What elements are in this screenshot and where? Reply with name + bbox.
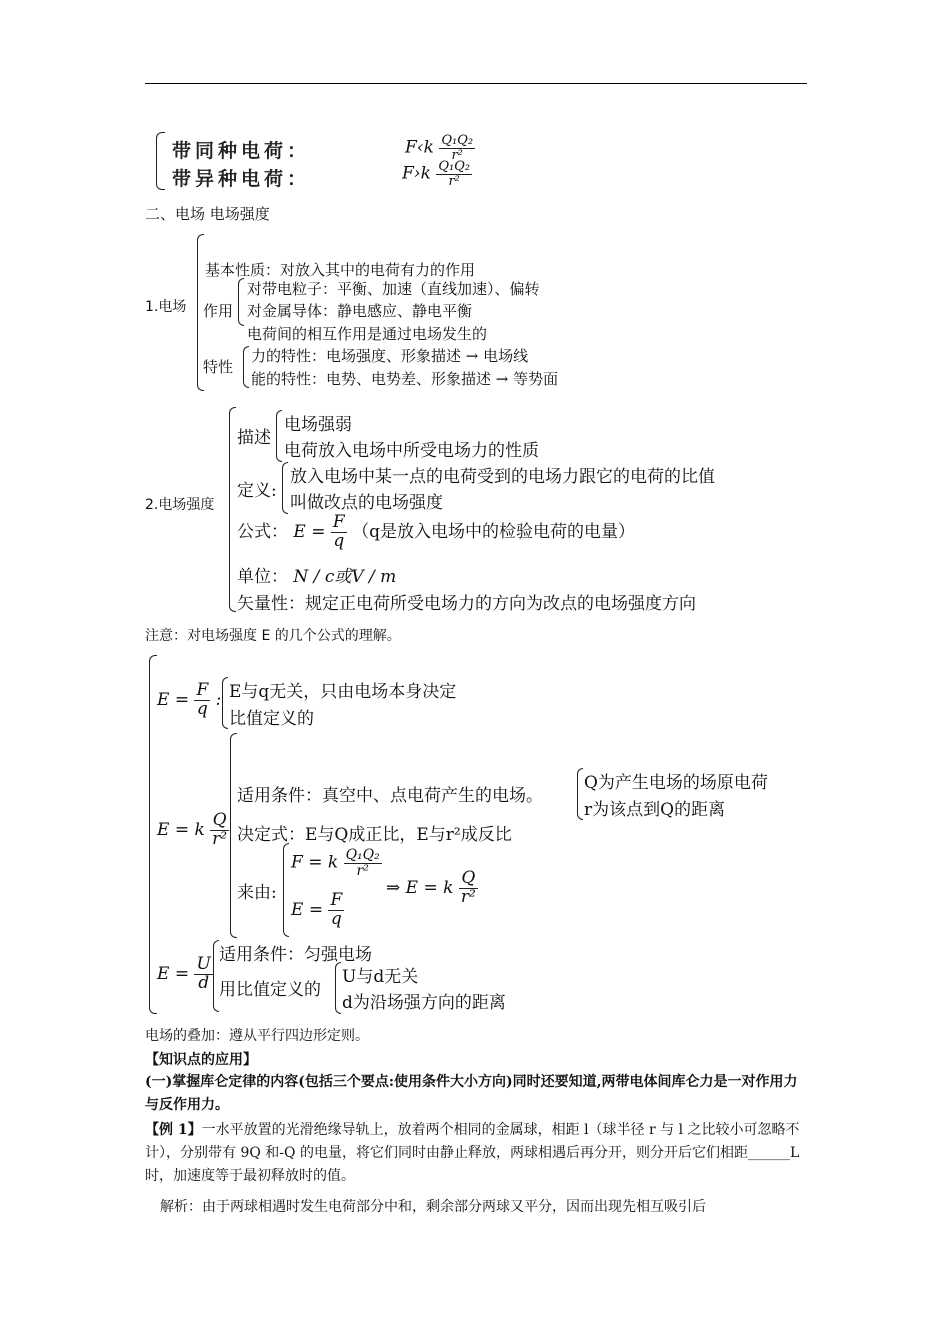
formula-note: （q是放入电场中的检验电荷的电量） — [352, 521, 635, 542]
same-charge-label: 带同种电荷： — [172, 140, 311, 162]
f2-formula — [157, 812, 229, 849]
effect-brace — [238, 278, 244, 326]
f2-origin-b-lhs: E = — [291, 899, 324, 920]
strength-brace — [229, 407, 236, 612]
f3-ratio-brace — [335, 962, 341, 1014]
desc-label: 描述 — [237, 428, 271, 448]
f2-arrow: ⇒ E = k — [386, 877, 454, 898]
f2-origin-a — [291, 848, 382, 878]
vector-row: 矢量性：规定正电荷所受电场力的方向为改点的电场强度方向 — [237, 594, 696, 614]
f2-frac: $\frac{Q}{\text{r²}}$ — [212, 810, 228, 849]
formula-row — [237, 514, 635, 551]
def-brace — [282, 462, 288, 514]
effect-item-2: 对金属导体：静电感应、静电平衡 — [247, 302, 473, 320]
same-formula-lhs: F‹k — [405, 137, 434, 158]
diff-charge-formula — [402, 160, 472, 188]
diff-formula-frac: $\frac{\text{Q₁Q₂}}{\text{r²}}$ — [438, 159, 471, 189]
f2-origin-a-frac: $\frac{\text{Q₁Q₂}}{\text{r²}}$ — [345, 847, 380, 879]
def-item-2: 叫做改点的电场强度 — [290, 493, 443, 513]
f2-result-frac: $\frac{Q}{\text{r²}}$ — [460, 868, 476, 907]
f2-cond-item-2: r为该点到Q的距离 — [584, 800, 726, 820]
f2-decide: 决定式：E与Q成正比，E与r²成反比 — [237, 825, 512, 845]
coulomb-brace — [156, 132, 165, 190]
formula-lhs: E = — [293, 521, 326, 542]
f2-origin-brace — [283, 843, 289, 937]
formula-frac: $\frac{F}{q}$ — [332, 512, 345, 551]
example-label: 【例 1】 — [145, 1122, 202, 1138]
header-rule — [145, 83, 807, 84]
desc-item-1: 电场强弱 — [284, 415, 352, 435]
unit-row — [237, 562, 396, 587]
f3-lhs: E = — [157, 963, 190, 984]
f3-ratio-item-1: U与d无关 — [342, 967, 419, 987]
analysis-line: 解析：由于两球相遇时发生电荷部分中和，剩余部分两球又平分，因而出现先相互吸引后 — [160, 1199, 706, 1215]
diff-charge-label: 带异种电荷： — [172, 168, 311, 190]
field-label: 1.电场 — [145, 299, 187, 315]
same-formula-frac: $\frac{\text{Q₁Q₂}}{\text{r²}}$ — [441, 133, 474, 163]
char-item-2: 能的特性：电势、电势差、形象描述 → 等势面 — [251, 370, 559, 388]
superposition-line: 电场的叠加：遵从平行四边形定则。 — [145, 1028, 369, 1044]
f1-lhs: E = — [157, 689, 190, 710]
effect-item-1: 对带电粒子：平衡、加速（直线加速）、偏转 — [247, 280, 540, 298]
formulas-brace — [149, 655, 157, 1014]
char-item-1: 力的特性：电场强度、形象描述 → 电场线 — [251, 347, 529, 365]
f2-lhs: E = k — [157, 819, 205, 840]
example-paragraph — [145, 1119, 809, 1188]
f2-origin-a-lhs: F = k — [291, 852, 339, 873]
f2-origin-b-frac: $\frac{F}{q}$ — [330, 890, 343, 929]
unit-value: N / c或V / m — [293, 567, 397, 587]
f1-frac: $\frac{F}{q}$ — [196, 680, 209, 719]
section2-title: 二、电场 电场强度 — [145, 205, 270, 223]
field-char-label: 特性 — [203, 358, 234, 376]
f1-brace — [222, 677, 228, 729]
f3-ratio: 用比值定义的 — [219, 980, 321, 1000]
field-effect-label: 作用 — [203, 302, 234, 320]
f3-frac: $\frac{U}{d}$ — [196, 954, 211, 993]
f3-formula — [157, 956, 213, 993]
f2-result — [386, 870, 478, 907]
unit-label: 单位： — [237, 567, 288, 587]
note-line: 注意：对电场强度 E 的几个公式的理解。 — [145, 628, 401, 644]
f2-origin-label: 来由: — [237, 883, 277, 903]
def-item-1: 放入电场中某一点的电荷受到的电场力跟它的电荷的比值 — [290, 467, 715, 487]
formula-label: 公式： — [237, 521, 288, 542]
f2-cond: 适用条件：真空中、点电荷产生的电场。 — [237, 786, 543, 806]
example-text: 一水平放置的光滑绝缘导轨上，放着两个相同的金属球，相距 l（球半径 r 与 l 之比较小可忽略不计），分别带有 9Q 和-Q 的电量，将它们同时由静止释放，两球相遇后再分开，则分开后它们相距______L 时，加速度等于最初释放时的值。 — [145, 1122, 800, 1184]
f1-item-2: 比值定义的 — [229, 709, 314, 729]
field-basic: 基本性质：对放入其中的电荷有力的作用 — [205, 261, 476, 279]
f2-cond-item-1: Q为产生电场的场原电荷 — [584, 773, 768, 793]
f3-ratio-item-2: d为沿场强方向的距离 — [342, 993, 506, 1013]
field-interaction: 电荷间的相互作用是通过电场发生的 — [247, 325, 488, 343]
diff-formula-lhs: F›k — [402, 163, 431, 184]
desc-item-2: 电荷放入电场中所受电场力的性质 — [284, 441, 539, 461]
f2-brace — [230, 733, 237, 938]
desc-brace — [276, 410, 282, 462]
strength-label: 2.电场强度 — [145, 497, 215, 513]
f1-colon: : — [215, 689, 222, 710]
def-label: 定义: — [237, 481, 277, 501]
f2-cond-brace — [577, 768, 583, 820]
f2-origin-b — [291, 892, 344, 929]
char-brace — [243, 346, 249, 388]
f1-item-1: E与q无关，只由电场本身决定 — [229, 682, 457, 702]
point1-paragraph: (一)掌握库仑定律的内容(包括三个要点:使用条件大小方向)同时还要知道,两带电体间库仑力是一对作用力与反作用力。 — [145, 1074, 798, 1113]
f1-formula — [157, 682, 221, 719]
f3-cond: 适用条件：匀强电场 — [219, 945, 372, 965]
application-title: 【知识点的应用】 — [145, 1052, 257, 1068]
